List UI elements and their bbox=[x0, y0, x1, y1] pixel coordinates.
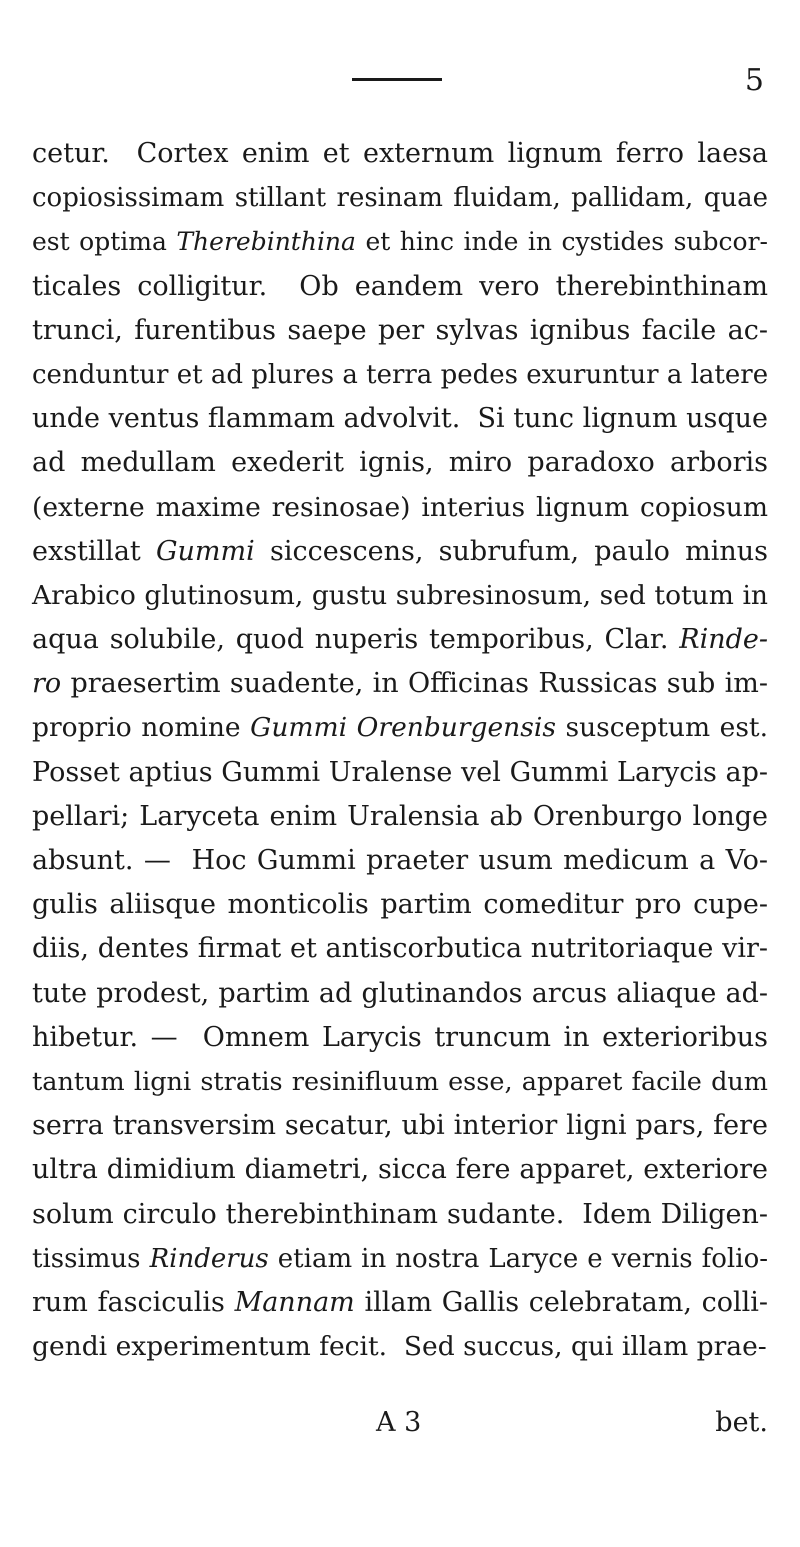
text-line bbox=[32, 618, 768, 662]
body-text bbox=[32, 132, 768, 1369]
text-segment: illam Gallis celebratam, colli- bbox=[354, 1286, 769, 1318]
text-segment: solum circulo therebinthinam sudante. Idem Diligen- bbox=[32, 1198, 768, 1230]
text-line bbox=[32, 220, 768, 264]
text-segment: hibetur. — Omnem Larycis truncum in exterioribus bbox=[32, 1021, 768, 1053]
text-line bbox=[32, 132, 768, 176]
text-line bbox=[32, 574, 768, 618]
text-segment: copiosissimam stillant resinam fluidam, pallidam, quae bbox=[32, 183, 768, 214]
text-segment: ticales colligitur. Ob eandem vero therebinthinam bbox=[32, 270, 768, 302]
text-segment: ad medullam exederit ignis, miro paradoxo arboris bbox=[32, 447, 768, 479]
text-line bbox=[32, 1016, 768, 1060]
text-segment: praesertim suadente, in Officinas Russicas sub im- bbox=[61, 668, 768, 700]
text-line bbox=[32, 1104, 768, 1148]
text-segment: diis, dentes firmat et antiscorbutica nutritoriaque vir- bbox=[32, 933, 768, 965]
text-line bbox=[32, 530, 768, 574]
catchword: bet. bbox=[715, 1407, 768, 1438]
text-line bbox=[32, 927, 768, 971]
italic-term: ro bbox=[32, 668, 62, 700]
page-header bbox=[0, 60, 800, 100]
text-line bbox=[32, 662, 768, 706]
italic-term: Rinde- bbox=[679, 624, 768, 656]
text-line bbox=[32, 1148, 768, 1192]
text-segment: exstillat bbox=[32, 535, 156, 567]
italic-term: Gummi bbox=[155, 535, 255, 567]
text-segment: gulis aliisque monticolis partim comeditur pro cupe- bbox=[32, 889, 768, 921]
text-segment: tantum ligni stratis resinifluum esse, apparet facile dum bbox=[32, 1066, 768, 1097]
text-segment: tute prodest, partim ad glutinandos arcus aliaque ad- bbox=[32, 977, 768, 1009]
italic-term: Therebinthina bbox=[176, 227, 356, 257]
text-segment: trunci, furentibus saepe per sylvas ignibus facile ac- bbox=[32, 314, 768, 346]
text-segment: unde ventus flammam advolvit. Si tunc lignum usque bbox=[32, 403, 768, 435]
text-line bbox=[32, 751, 768, 795]
text-line bbox=[32, 706, 768, 750]
text-line bbox=[32, 353, 768, 397]
text-line bbox=[32, 486, 768, 530]
text-segment: susceptum est. bbox=[555, 712, 768, 744]
signature-mark: A 3 bbox=[376, 1407, 422, 1438]
text-segment: siccescens, subrufum, paulo minus bbox=[254, 535, 768, 567]
text-segment: tissimus bbox=[32, 1243, 150, 1274]
text-line bbox=[32, 972, 768, 1016]
text-line bbox=[32, 1237, 768, 1281]
text-segment: Arabico glutinosum, gustu subresinosum, sed totum in bbox=[32, 579, 768, 611]
text-line bbox=[32, 309, 768, 353]
text-segment: pellari; Laryceta enim Uralensia ab Orenburgo longe bbox=[32, 800, 768, 832]
text-segment: absunt. — Hoc Gummi praeter usum medicum a Vo- bbox=[32, 845, 768, 876]
text-segment: (externe maxime resinosae) interius lignum copiosum bbox=[32, 491, 768, 523]
text-line bbox=[32, 441, 768, 485]
text-segment: cenduntur et ad plures a terra pedes exuruntur a latere bbox=[32, 359, 769, 390]
text-line bbox=[32, 176, 768, 220]
text-line bbox=[32, 1281, 768, 1325]
header-rule bbox=[352, 78, 442, 81]
text-line bbox=[32, 1193, 768, 1237]
text-line bbox=[32, 1060, 768, 1104]
text-segment: rum fasciculis bbox=[32, 1286, 235, 1318]
text-segment: etiam in nostra Laryce e vernis folio- bbox=[268, 1243, 769, 1274]
text-segment: cetur. Cortex enim et externum lignum ferro laesa bbox=[32, 138, 768, 169]
text-segment: ultra dimidium diametri, sicca fere apparet, exteriore bbox=[32, 1154, 768, 1186]
italic-term: Rinderus bbox=[149, 1243, 269, 1274]
text-segment: gendi experimentum fecit. Sed succus, qui illam prae- bbox=[32, 1331, 767, 1363]
italic-term: Gummi Orenburgensis bbox=[250, 712, 556, 744]
page-number: 5 bbox=[744, 63, 764, 98]
text-line bbox=[32, 397, 768, 441]
italic-term: Mannam bbox=[234, 1286, 355, 1318]
text-segment: proprio nomine bbox=[32, 712, 251, 744]
text-segment: serra transversim secatur, ubi interior ligni pars, fere bbox=[32, 1110, 768, 1142]
text-line bbox=[32, 883, 768, 927]
text-segment: aqua solubile, quod nuperis temporibus, Clar. bbox=[32, 624, 680, 656]
text-segment: est optima bbox=[32, 227, 177, 257]
text-line bbox=[32, 1325, 768, 1369]
text-segment: Posset aptius Gummi Uralense vel Gummi Larycis ap- bbox=[32, 756, 768, 788]
text-line bbox=[32, 795, 768, 839]
text-segment: et hinc inde in cystides subcor- bbox=[355, 227, 768, 257]
text-line bbox=[32, 265, 768, 309]
page-footer bbox=[32, 1398, 768, 1448]
text-line bbox=[32, 839, 768, 883]
